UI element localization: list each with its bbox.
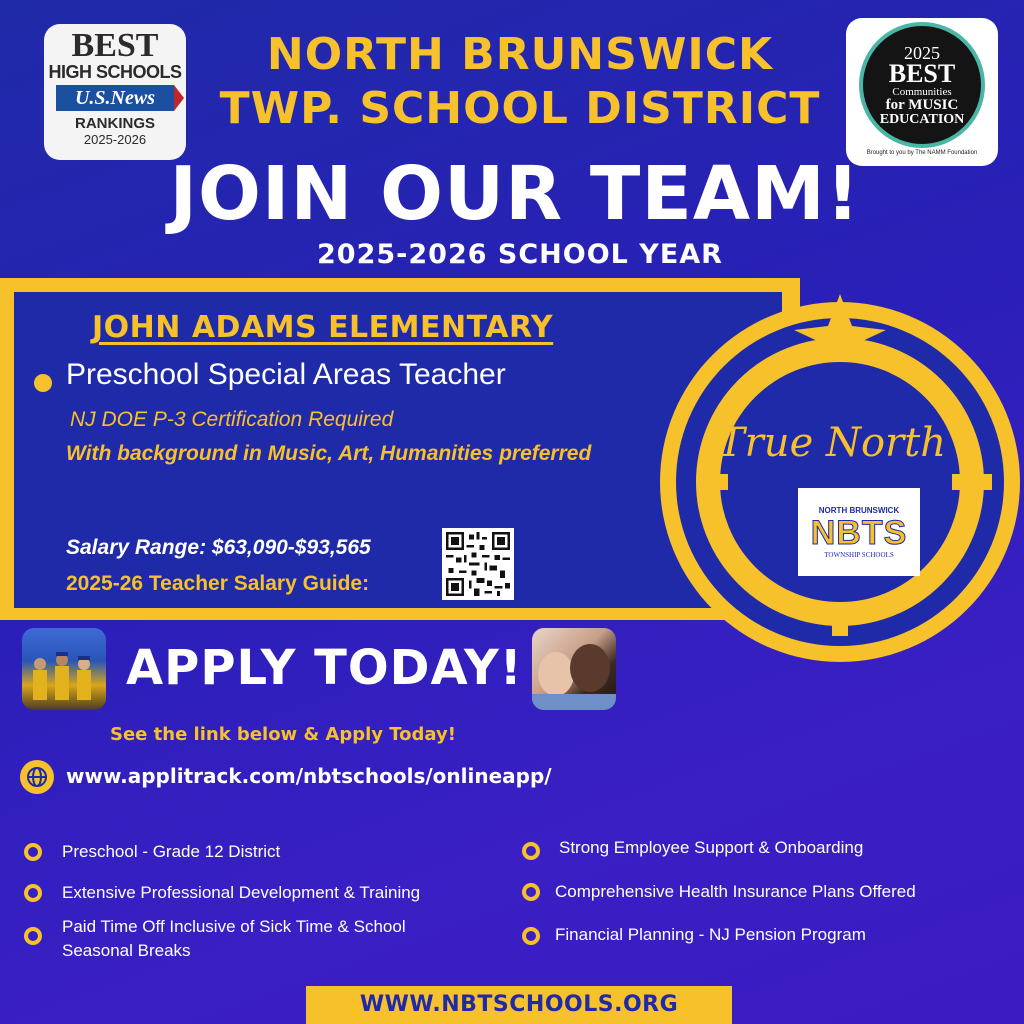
benefit-item: Paid Time Off Inclusive of Sick Time & School Seasonal Breaks [62, 917, 406, 960]
website-footer[interactable]: WWW.NBTSCHOOLS.ORG [306, 986, 732, 1024]
badge-rankings-text: RANKINGS [74, 115, 155, 132]
namm-foot-text: Brought to you by The NAMM Foundation [866, 150, 978, 156]
namm-badge [846, 18, 998, 166]
badge-band [56, 85, 174, 111]
nbts-logo [798, 488, 920, 576]
namm-year: 2025 [904, 42, 940, 63]
headline: JOIN OUR TEAM! [169, 151, 861, 237]
badge-brand: U.S.News [74, 86, 155, 109]
district-line-2: TWP. SCHOOL DISTRICT [219, 83, 821, 134]
salary-range: Salary Range: $63,090-$93,565 [66, 536, 371, 559]
globe-icon [20, 760, 54, 794]
district-line-1: NORTH BRUNSWICK [266, 29, 774, 80]
bullet-ring-icon [522, 927, 540, 945]
bullet-ring-icon [522, 883, 540, 901]
true-north-title: True North [718, 420, 946, 466]
badge-high-schools-text: HIGH SCHOOLS [48, 62, 182, 82]
school-year: 2025-2026 SCHOOL YEAR [317, 239, 723, 270]
district-title [200, 28, 840, 136]
graduation-photo [22, 628, 106, 710]
position-title: Preschool Special Areas Teacher [66, 358, 506, 391]
true-north-emblem [640, 292, 1024, 676]
benefit-item: Preschool - Grade 12 District [62, 842, 281, 861]
nbts-logo-top: NORTH BRUNSWICK [818, 505, 900, 515]
salary-guide-label: 2025-26 Teacher Salary Guide: [66, 572, 370, 595]
students-image [532, 628, 616, 710]
qr-code-icon[interactable] [442, 528, 514, 600]
benefit-item: Extensive Professional Development & Training [62, 883, 421, 902]
school-name: JOHN ADAMS ELEMENTARY [92, 310, 554, 345]
benefit-item: Comprehensive Health Insurance Plans Offered [555, 882, 916, 901]
graduates-image [22, 628, 106, 710]
bullet-dot-icon [34, 374, 52, 392]
namm-for-music: for MUSIC [885, 96, 959, 113]
apply-subtext: See the link below & Apply Today! [110, 724, 456, 745]
bullet-ring-icon [24, 884, 42, 902]
us-news-badge [44, 24, 186, 160]
namm-best: BEST [888, 58, 956, 88]
benefit-item: Financial Planning - NJ Pension Program [555, 925, 866, 944]
application-link[interactable]: www.applitrack.com/nbtschools/onlineapp/ [66, 764, 552, 788]
namm-seal [859, 22, 985, 148]
bullet-ring-icon [522, 842, 540, 860]
benefit-item: Strong Employee Support & Onboarding [559, 838, 864, 857]
nbts-logo-bottom: TOWNSHIP SCHOOLS [824, 550, 894, 559]
bullet-ring-icon [24, 843, 42, 861]
background-preference: With background in Music, Art, Humanities preferred [66, 442, 592, 465]
apply-headline: APPLY TODAY! [126, 640, 523, 696]
students-photo [532, 628, 616, 710]
namm-education: EDUCATION [879, 111, 965, 127]
certification-requirement: NJ DOE P-3 Certification Required [70, 408, 394, 431]
nbts-logo-main: NBTS [810, 513, 908, 552]
namm-communities: Communities [892, 85, 952, 98]
badge-best-text: BEST [71, 27, 159, 64]
badge-years-text: 2025-2026 [83, 132, 147, 147]
bullet-ring-icon [24, 927, 42, 945]
compass-icon [640, 292, 1024, 676]
